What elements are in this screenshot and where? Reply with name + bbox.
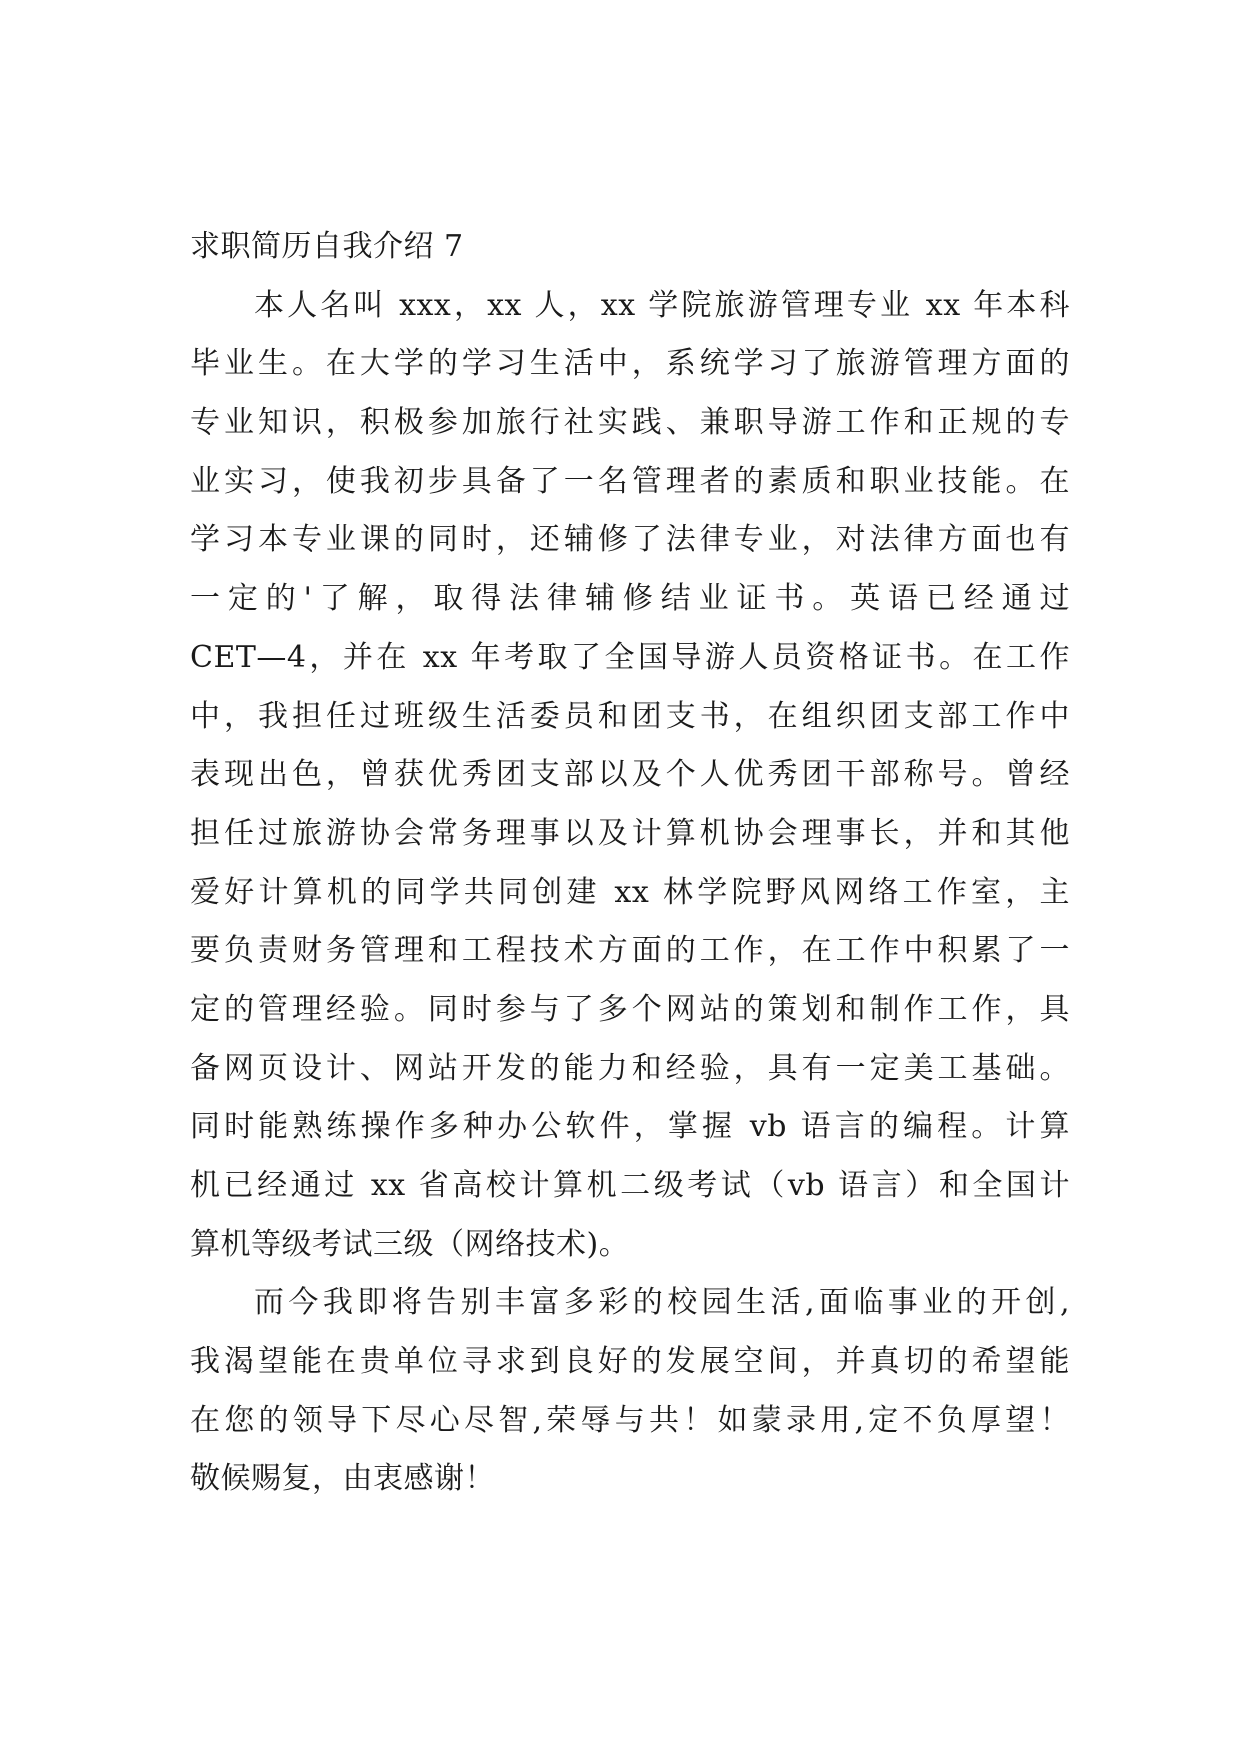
paragraph-line: 在您的领导下尽心尽智,荣辱与共！如蒙录用,定不负厚望！ xyxy=(190,1402,1070,1438)
paragraph-line: 表现出色，曾获优秀团支部以及个人优秀团干部称号。曾经 xyxy=(190,757,1070,793)
paragraph-line: 我渴望能在贵单位寻求到良好的发展空间，并真切的希望能 xyxy=(190,1344,1070,1380)
document-body xyxy=(190,218,1070,1509)
paragraph-line: 而今我即将告别丰富多彩的校园生活,面临事业的开创, xyxy=(254,1285,1070,1321)
paragraph-line: 同时能熟练操作多种办公软件，掌握 vb 语言的编程。计算 xyxy=(190,1109,1070,1145)
paragraph-line: 一定的'了解，取得法律辅修结业证书。英语已经通过 xyxy=(190,581,1070,617)
paragraph-line: 要负责财务管理和工程技术方面的工作，在工作中积累了一 xyxy=(190,933,1070,969)
paragraph-line: 算机等级考试三级（网络技术)。 xyxy=(190,1226,630,1262)
paragraph-line: 本人名叫 xxx，xx 人，xx 学院旅游管理专业 xx 年本科 xyxy=(254,287,1070,323)
paragraph-1 xyxy=(190,277,1070,1275)
document-title: 求职简历自我介绍 7 xyxy=(190,229,464,264)
paragraph-line: 毕业生。在大学的学习生活中，系统学习了旅游管理方面的 xyxy=(190,346,1070,382)
paragraph-line: 中，我担任过班级生活委员和团支书，在组织团支部工作中 xyxy=(190,698,1070,734)
paragraph-line: 敬候赐复，由衷感谢！ xyxy=(190,1461,495,1497)
paragraph-line: 爱好计算机的同学共同创建 xx 林学院野风网络工作室，主 xyxy=(190,874,1070,910)
paragraph-2 xyxy=(190,1274,1070,1509)
paragraph-line: 备网页设计、网站开发的能力和经验，具有一定美工基础。 xyxy=(190,1050,1070,1086)
paragraph-line: 担任过旅游协会常务理事以及计算机协会理事长，并和其他 xyxy=(190,815,1070,851)
paragraph-line: 机已经通过 xx 省高校计算机二级考试（vb 语言）和全国计 xyxy=(190,1168,1070,1203)
paragraph-line: CET—4，并在 xx 年考取了全国导游人员资格证书。在工作 xyxy=(190,639,1070,675)
paragraph-line: 专业知识，积极参加旅行社实践、兼职导游工作和正规的专 xyxy=(190,405,1070,441)
paragraph-line: 定的管理经验。同时参与了多个网站的策划和制作工作，具 xyxy=(190,991,1070,1027)
paragraph-line: 学习本专业课的同时，还辅修了法律专业，对法律方面也有 xyxy=(190,522,1070,558)
paragraph-line: 业实习，使我初步具备了一名管理者的素质和职业技能。在 xyxy=(190,463,1070,499)
